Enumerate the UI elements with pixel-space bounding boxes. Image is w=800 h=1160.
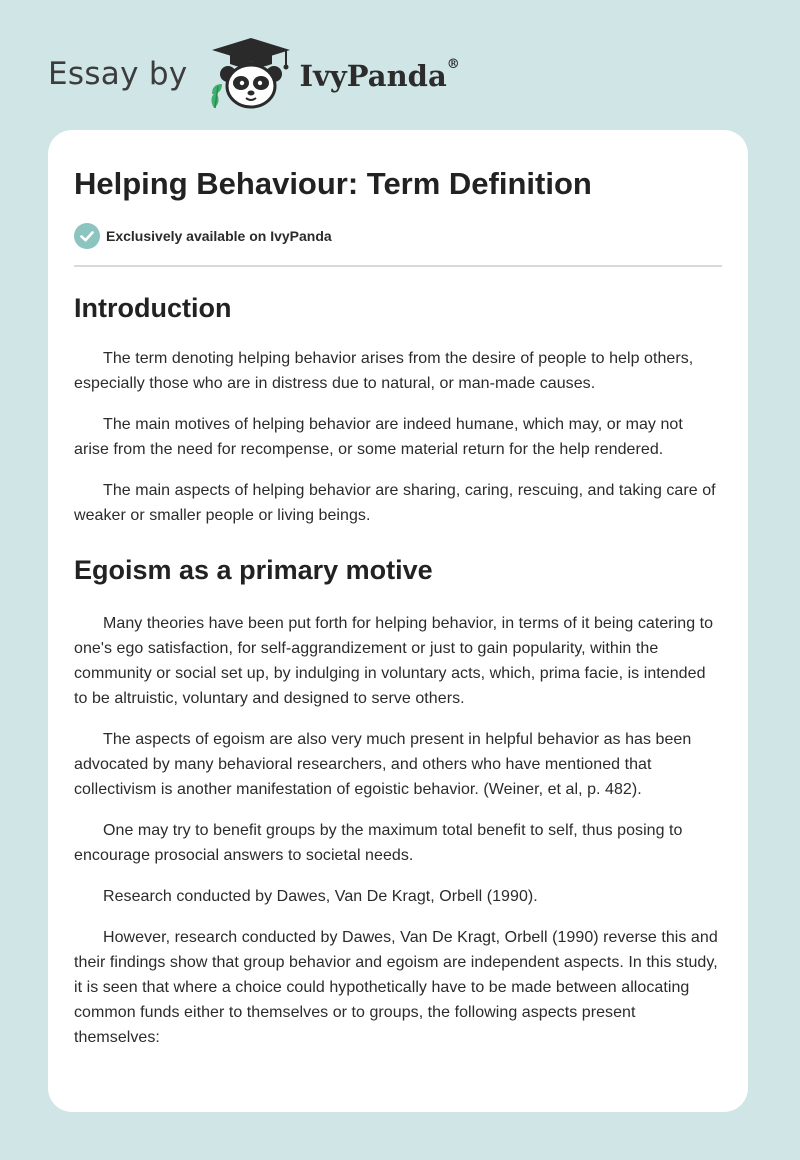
section-heading-egoism: Egoism as a primary motive (74, 555, 433, 585)
exclusive-label: Exclusively available on IvyPanda (106, 228, 332, 244)
site-header (48, 36, 460, 112)
section-heading-introduction: Introduction (74, 293, 232, 323)
paragraph: The aspects of egoism are also very much present in helpful behavior as has been advocated by many behavioral researchers, and others who have mentioned that collectivism is another manifestation of egoistic behavior. (Weiner, et al, p. 482). (74, 731, 692, 798)
article-title: Helping Behaviour: Term Definition (74, 166, 592, 201)
article-card (48, 130, 748, 1112)
paragraph: The main aspects of helping behavior are sharing, caring, rescuing, and taking care of weaker or smaller people or living beings. (74, 482, 716, 524)
paragraph: The main motives of helping behavior are indeed humane, which may, or may not arise from the need for recompense, or some material return for the help rendered. (74, 416, 683, 458)
paragraph: However, research conducted by Dawes, Van De Kragt, Orbell (1990) reverse this and their findings show that group behavior and egoism are independent aspects. In this study, it is seen that where a choice could hypothetically have to be made between allocating common funds either to themselves or to groups, the following aspects present themselves: (74, 929, 718, 1046)
divider (74, 265, 722, 267)
paragraph: One may try to benefit groups by the maximum total benefit to self, thus posing to encourage prosocial answers to societal needs. (74, 822, 683, 864)
paragraph: The term denoting helping behavior arises from the desire of people to help others, especially those who are in distress due to natural, or man-made causes. (74, 350, 694, 392)
registered-mark: ® (446, 57, 460, 72)
panda-logo-icon[interactable] (204, 36, 298, 112)
essay-by-label: Essay by (48, 56, 188, 92)
paragraph: Many theories have been put forth for helping behavior, in terms of it being catering to one's ego satisfaction, for self-aggrandizement or just to gain popularity, within the community or social set up, by indulging in voluntary acts, which, prima facie, is intended to be altruistic, voluntary and designed to serve others. (74, 615, 714, 707)
exclusive-badge (74, 223, 722, 249)
check-circle-icon (74, 223, 100, 249)
paragraph: Research conducted by Dawes, Van De Kragt, Orbell (1990). (103, 888, 538, 905)
brand-name[interactable]: IvyPanda® (299, 57, 460, 93)
